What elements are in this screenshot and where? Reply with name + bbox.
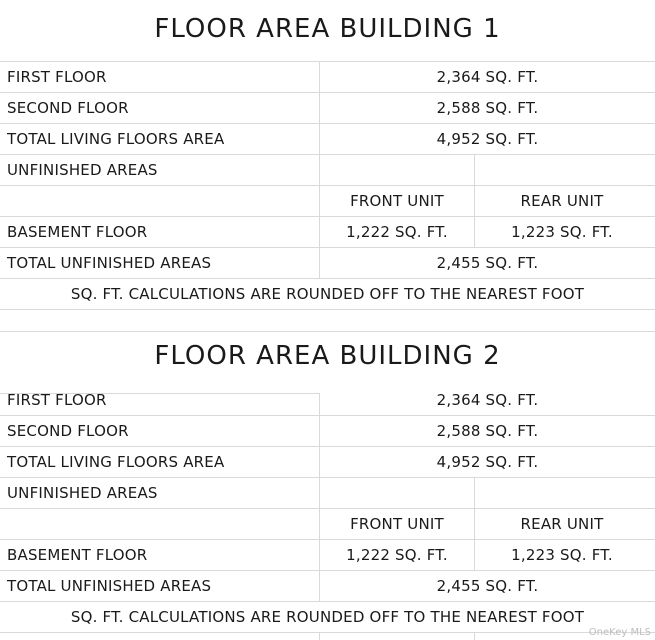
building-2-title: FLOOR AREA BUILDING 2 <box>154 341 501 371</box>
building-1-title-row <box>0 0 655 62</box>
b1-first-floor-label: FIRST FLOOR <box>7 68 107 86</box>
b2-second-floor-value: 2,588 SQ. FT. <box>320 416 655 446</box>
b1-unfinished-row <box>0 155 655 186</box>
b1-basement-row <box>0 217 655 248</box>
b1-total-unfinished-label: TOTAL UNFINISHED AREAS <box>7 254 212 272</box>
b1-basement-label: BASEMENT FLOOR <box>7 223 148 241</box>
b2-note-row <box>0 602 655 633</box>
watermark: OneKey MLS <box>588 627 651 638</box>
b2-first-floor-row <box>0 385 655 416</box>
b2-basement-front-value: 1,222 SQ. FT. <box>346 546 448 564</box>
b1-front-unit-header: FRONT UNIT <box>350 192 444 210</box>
b1-rear-unit-header: REAR UNIT <box>520 192 604 210</box>
b2-total-living-label: TOTAL LIVING FLOORS AREA <box>7 453 225 471</box>
b2-rounding-note: SQ. FT. CALCULATIONS ARE ROUNDED OFF TO THE NEAREST FOOT <box>70 608 585 626</box>
b2-total-living-value: 4,952 SQ. FT. <box>320 447 655 477</box>
b2-total-living-row <box>0 447 655 478</box>
b1-total-living-label: TOTAL LIVING FLOORS AREA <box>7 130 225 148</box>
b1-first-floor-value: 2,364 SQ. FT. <box>320 62 655 92</box>
b2-rear-unit-header: REAR UNIT <box>520 515 604 533</box>
b2-total-unfinished-row <box>0 571 655 602</box>
b1-unit-header-row <box>0 186 655 217</box>
b1-note-row <box>0 279 655 310</box>
b1-rounding-note: SQ. FT. CALCULATIONS ARE ROUNDED OFF TO THE NEAREST FOOT <box>70 285 585 303</box>
b1-basement-rear-value: 1,223 SQ. FT. <box>511 223 613 241</box>
b2-second-floor-label: SECOND FLOOR <box>7 422 129 440</box>
b2-unfinished-row <box>0 478 655 509</box>
b2-total-unfinished-value: 2,455 SQ. FT. <box>320 571 655 601</box>
b2-first-floor-label: FIRST FLOOR <box>7 391 107 409</box>
b1-second-floor-value: 2,588 SQ. FT. <box>320 93 655 123</box>
b1-total-living-value: 4,952 SQ. FT. <box>320 124 655 154</box>
b1-total-unfinished-value: 2,455 SQ. FT. <box>320 248 655 278</box>
b2-first-floor-value: 2,364 SQ. FT. <box>320 385 655 415</box>
b2-second-floor-row <box>0 416 655 447</box>
b2-basement-rear-value: 1,223 SQ. FT. <box>511 546 613 564</box>
b2-unit-header-row <box>0 509 655 540</box>
b1-second-floor-row <box>0 93 655 124</box>
b2-basement-label: BASEMENT FLOOR <box>7 546 148 564</box>
b1-second-floor-label: SECOND FLOOR <box>7 99 129 117</box>
b1-total-unfinished-row <box>0 248 655 279</box>
b2-front-unit-header: FRONT UNIT <box>350 515 444 533</box>
section-spacer <box>0 310 655 332</box>
b2-basement-row <box>0 540 655 571</box>
b2-total-unfinished-label: TOTAL UNFINISHED AREAS <box>7 577 212 595</box>
building-1-title: FLOOR AREA BUILDING 1 <box>154 14 501 44</box>
b1-unfinished-label: UNFINISHED AREAS <box>7 161 158 179</box>
b1-first-floor-row <box>0 62 655 93</box>
b2-unfinished-label: UNFINISHED AREAS <box>7 484 158 502</box>
b1-basement-front-value: 1,222 SQ. FT. <box>346 223 448 241</box>
b1-total-living-row <box>0 124 655 155</box>
